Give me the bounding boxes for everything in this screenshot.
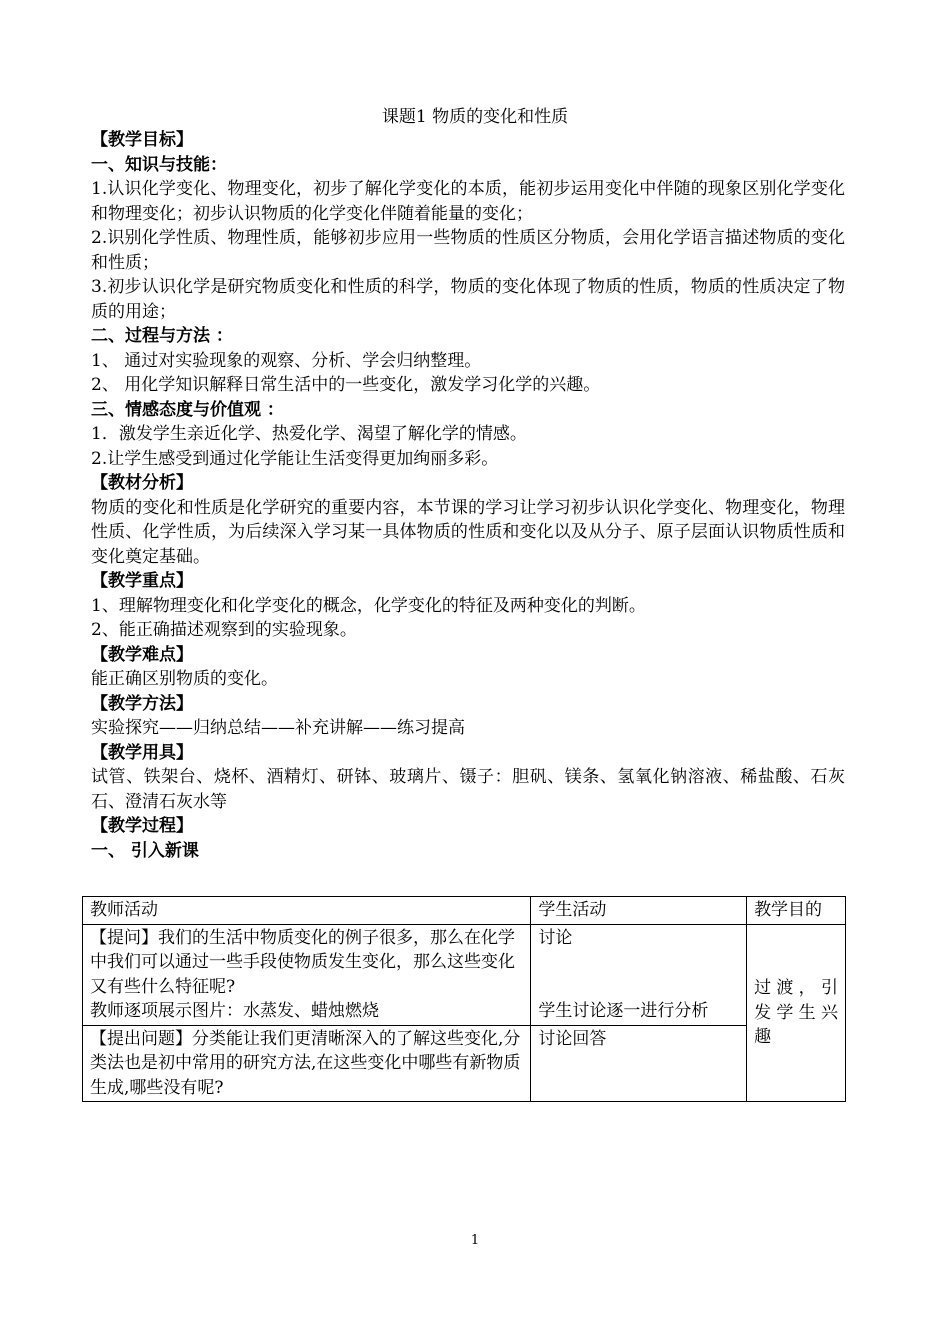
attitude-heading: 三、情感态度与价值观 ： (91, 399, 284, 420)
analysis-heading: 【教材分析】 (91, 473, 193, 493)
attitude-item-1: 1．激发学生亲近化学、热爱化学、渴望了解化学的情感。 (91, 424, 527, 444)
table-row (83, 1025, 846, 1102)
header-teacher-activity: 教师活动 (83, 897, 531, 925)
teacher-activity-cell (83, 924, 531, 1025)
method-heading: 【教学方法】 (91, 693, 193, 714)
student-activity-cell: 讨论回答 (531, 1025, 747, 1102)
tools-text: 试管、铁架台、烧杯、酒精灯、研钵、玻璃片、镊子：胆矾、镁条、氢氧化钠溶液、稀盐酸、石灰石、澄清石灰水等 (91, 767, 845, 812)
spacer (538, 950, 739, 999)
difficulty-heading: 【教学难点】 (91, 644, 193, 665)
difficulty-text: 能正确区别物质的变化。 (91, 669, 278, 689)
knowledge-item-3: 3.初步认识化学是研究物质变化和性质的科学，物质的变化体现了物质的性质，物质的性质决定了物质的用途； (91, 277, 845, 322)
page-title: 课题1 物质的变化和性质 (381, 107, 569, 127)
teacher-display: 教师逐项展示图片：水蒸发、蜡烛燃烧 (90, 1001, 379, 1021)
student-discuss: 讨论 (538, 927, 573, 948)
key-point-2: 2、能正确描述观察到的实验现象。 (91, 620, 357, 640)
key-points-heading: 【教学重点】 (91, 571, 193, 591)
header-student-activity: 学生活动 (531, 897, 747, 925)
process-heading: 二、过程与方法 ： (91, 326, 233, 346)
header-teaching-purpose: 教学目的 (747, 897, 846, 925)
analysis-text: 物质的变化和性质是化学研究的重要内容，本节课的学习让学习初步认识化学变化、物理变化，物理性质、化学性质，为后续深入学习某一具体物质的性质和变化以及从分子、原子层面认识物质性质和变化奠定基础。 (91, 497, 845, 567)
tools-heading: 【教学用具】 (91, 742, 193, 763)
process-item-2: 2、 用化学知识解释日常生活中的一些变化，激发学习化学的兴趣。 (91, 375, 601, 395)
table-row (83, 924, 846, 1025)
student-activity-cell (531, 924, 747, 1025)
table-header-row (83, 897, 846, 925)
teacher-activity-cell: 【提出问题】分类能让我们更清晰深入的了解这些变化,分类法也是初中常用的研究方法,在这些变化中哪些有新物质生成,哪些没有呢? (83, 1025, 531, 1102)
key-point-1: 1、理解物理变化和化学变化的概念，化学变化的特征及两种变化的判断。 (91, 595, 646, 616)
goals-heading: 【教学目标】 (91, 130, 193, 150)
student-analysis: 学生讨论逐一进行分析 (538, 1001, 709, 1021)
intro-heading: 一、 引入新课 (91, 840, 199, 861)
lesson-activity-table (82, 896, 846, 1102)
teaching-purpose-cell (747, 924, 846, 1102)
procedure-heading: 【教学过程】 (91, 816, 193, 836)
method-text: 实验探究——归纳总结——补充讲解——练习提高 (91, 718, 465, 738)
knowledge-heading: 一、知识与技能： (91, 154, 227, 175)
knowledge-item-2: 2.识别化学性质、物理性质，能够初步应用一些物质的性质区分物质，会用化学语言描述物质的变化和性质； (91, 228, 845, 273)
teaching-purpose: 过渡，引发学生兴趣 (754, 978, 838, 1047)
teacher-question: 【提问】我们的生活中物质变化的例子很多，那么在化学中我们可以通过一些手段使物质发生变化，那么这些变化又有些什么特征呢? (90, 927, 515, 997)
knowledge-item-1: 1.认识化学变化、物理变化，初步了解化学变化的本质，能初步运用变化中伴随的现象区别化学变化和物理变化；初步认识物质的化学变化伴随着能量的变化； (91, 179, 845, 224)
lesson-plan-body (91, 128, 845, 863)
page-number: 1 (470, 1233, 480, 1248)
process-item-1: 1、 通过对实验现象的观察、分析、学会归纳整理。 (91, 350, 482, 371)
attitude-item-2: 2.让学生感受到通过化学能让生活变得更加绚丽多彩。 (91, 448, 499, 469)
